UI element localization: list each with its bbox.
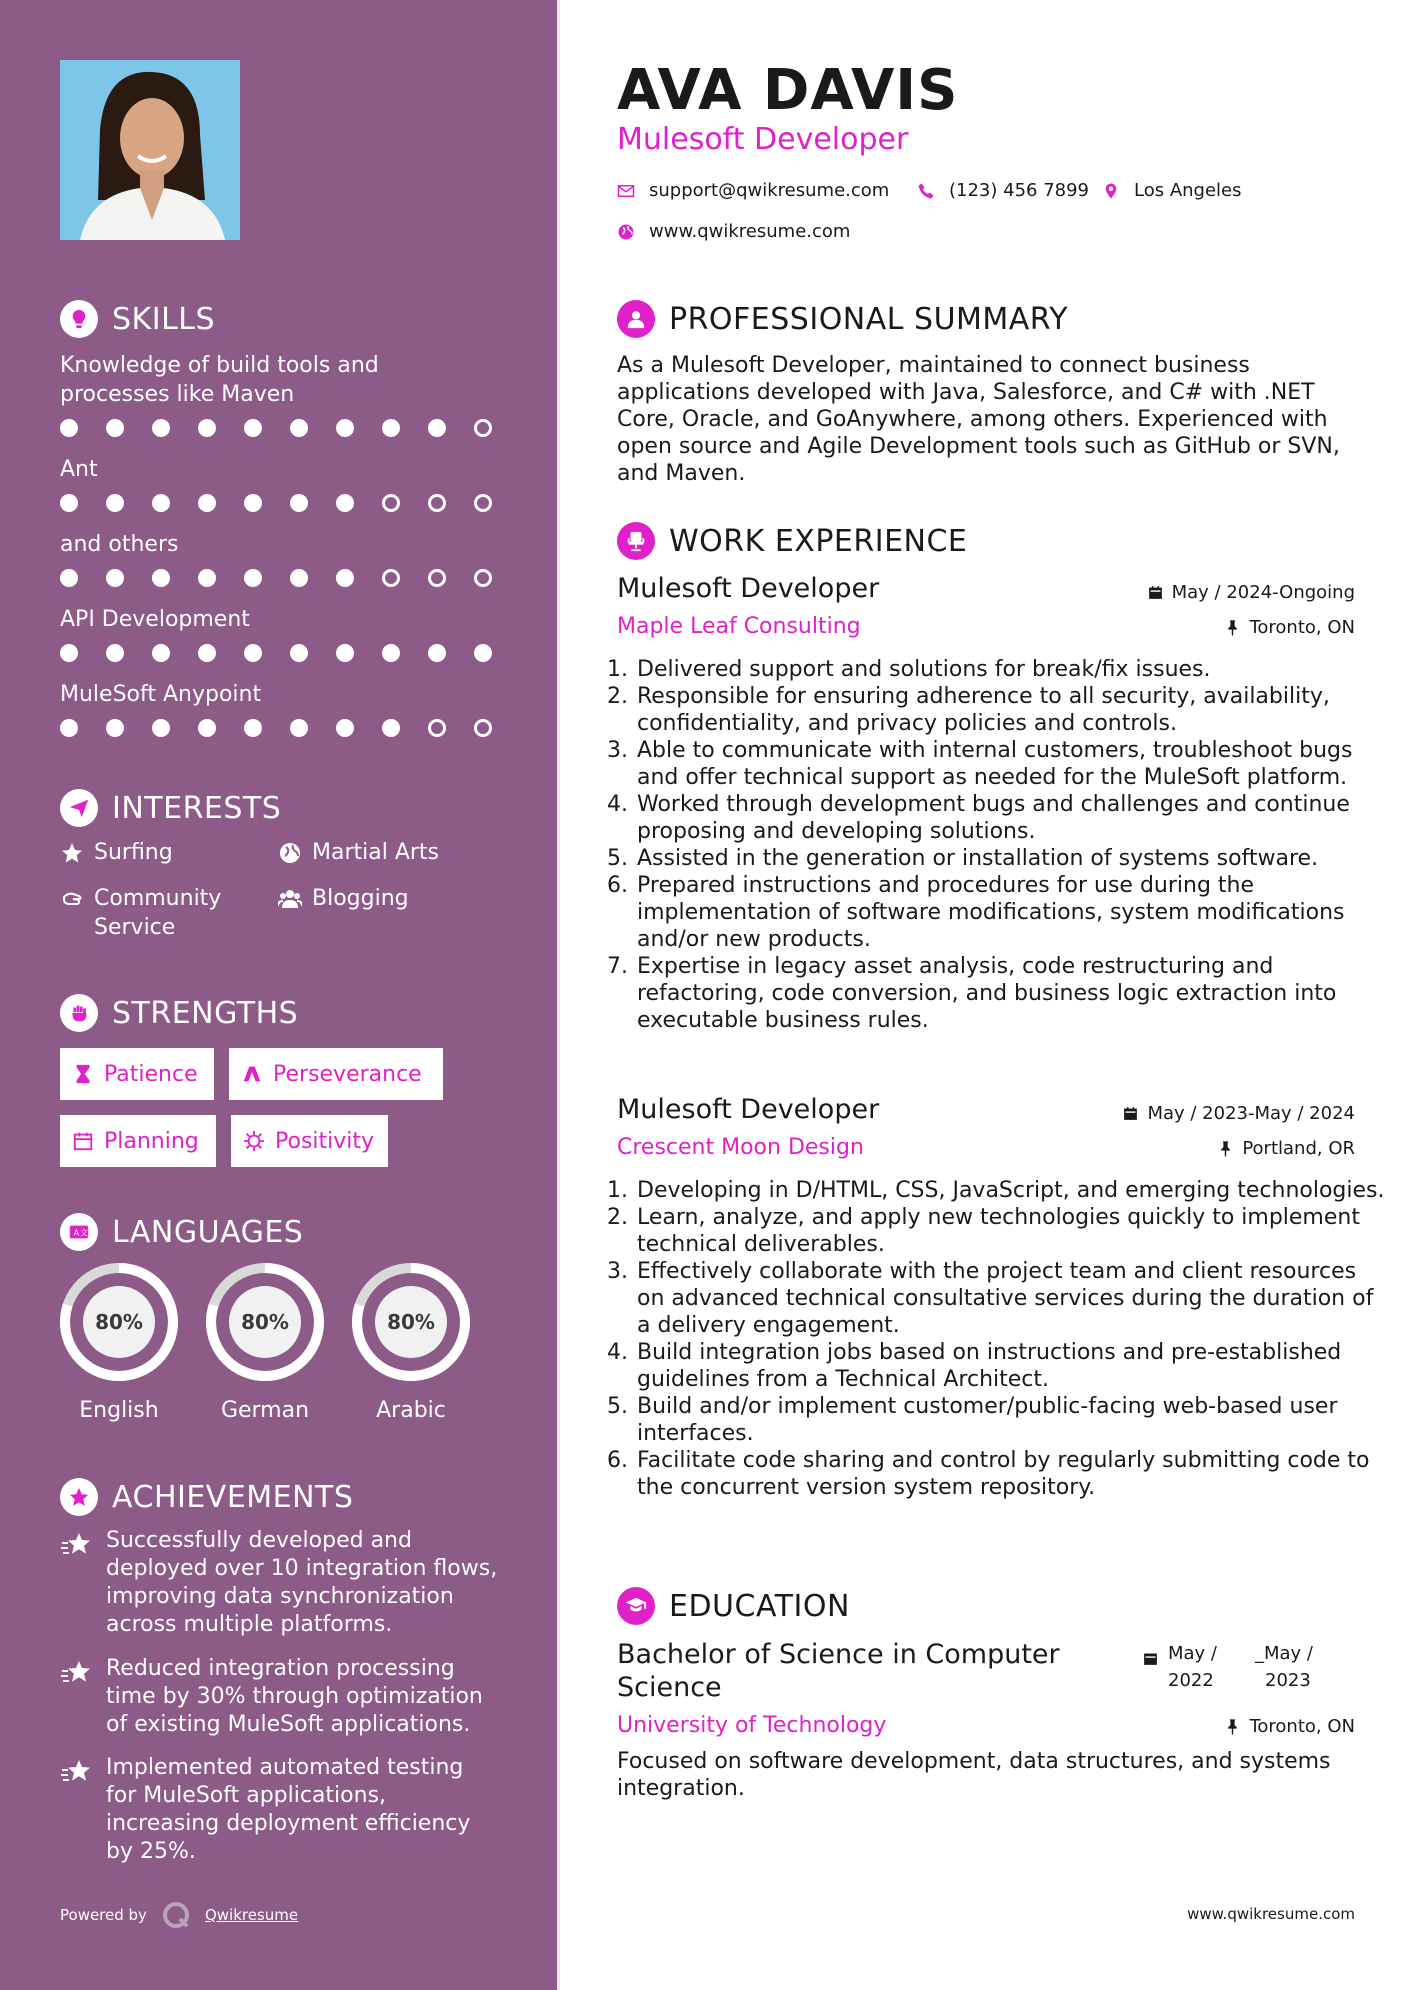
map-pin-icon [1102, 182, 1120, 200]
phone-icon [917, 182, 935, 200]
summary-heading [617, 300, 1068, 338]
job-location [1224, 617, 1355, 638]
job-dates [1147, 582, 1355, 603]
powered-by [60, 1900, 298, 1930]
calendar-icon [1142, 1650, 1159, 1671]
interest-label: Surfing [94, 840, 173, 865]
skills-heading [60, 300, 215, 338]
paper-plane-icon [60, 789, 98, 827]
strength-tag [60, 1048, 214, 1100]
shooting-star-icon [60, 1756, 92, 1788]
education-end-date [1255, 1640, 1313, 1694]
achievement-text: Implemented automated testing for MuleSoft applications, increasing deployment efficiency by 25%. [106, 1755, 471, 1864]
rating-dot-filled [290, 419, 308, 437]
interest-label: Community Service [94, 886, 222, 940]
graduate-icon [617, 1587, 655, 1625]
achievement-item [60, 1527, 500, 1639]
interest-item [60, 884, 250, 942]
achievement-text: Reduced integration processing time by 30% through optimization of existing MuleSoft applications. [106, 1656, 483, 1737]
strength-label: Perseverance [273, 1061, 422, 1087]
language-ring [203, 1260, 327, 1384]
rating-dot-filled [60, 494, 78, 512]
qwikresume-logo-icon [161, 1900, 191, 1930]
chair-icon [617, 522, 655, 560]
rating-dot-filled [198, 719, 216, 737]
skill-rating [60, 719, 492, 737]
interest-item [278, 884, 409, 913]
strength-tag [231, 1115, 388, 1167]
job-title: Mulesoft Developer [617, 573, 880, 604]
skill-label: and others [60, 532, 179, 557]
envelope-icon [617, 182, 635, 200]
rating-dot-filled [106, 494, 124, 512]
calendar-icon [72, 1130, 94, 1152]
star-icon [60, 841, 84, 865]
contact-location [1102, 180, 1242, 201]
strength-label: Positivity [275, 1128, 375, 1154]
calendar-icon [1147, 584, 1164, 601]
rating-dot-filled [244, 719, 262, 737]
education-heading [617, 1587, 850, 1625]
candidate-name: AVA DAVIS [617, 58, 959, 123]
strengths-heading [60, 994, 298, 1032]
rating-dot-filled [152, 719, 170, 737]
interest-item [278, 838, 439, 867]
company-name: Crescent Moon Design [617, 1135, 864, 1160]
contact-email [617, 180, 889, 201]
job-dates-text: May / 2024-Ongoing [1171, 582, 1355, 603]
rating-dot-filled [152, 494, 170, 512]
job-title: Mulesoft Developer [617, 1094, 880, 1125]
language-gauge [57, 1260, 181, 1388]
responsibility-item: 5. Assisted in the generation or installation of systems software. [635, 845, 1385, 872]
rating-dot-filled [152, 644, 170, 662]
rating-dot-filled [60, 419, 78, 437]
strength-label: Patience [104, 1061, 198, 1087]
rating-dot-filled [60, 569, 78, 587]
languages-heading [60, 1213, 303, 1251]
skill-rating [60, 569, 492, 587]
degree-title: Bachelor of Science in Computer Science [617, 1639, 1060, 1703]
skill-rating [60, 494, 492, 512]
job-location-text: Toronto, ON [1249, 617, 1355, 638]
skill-rating [60, 419, 492, 437]
rating-dot-filled [198, 494, 216, 512]
footer-url[interactable]: www.qwikresume.com [1187, 1905, 1355, 1923]
email-text[interactable]: support@qwikresume.com [649, 180, 890, 201]
education-end-month: _May / [1255, 1643, 1313, 1664]
translate-icon [60, 1213, 98, 1251]
rating-dot-empty [382, 569, 400, 587]
strength-tag [229, 1048, 443, 1100]
rating-dot-filled [382, 719, 400, 737]
rating-dot-filled [60, 644, 78, 662]
rating-dot-filled [290, 644, 308, 662]
hourglass-icon [72, 1063, 94, 1085]
sun-icon [243, 1130, 265, 1152]
svg-text:A: A [73, 1227, 80, 1238]
rating-dot-filled [428, 644, 446, 662]
responsibility-item: 1. Delivered support and solutions for break/fix issues. [635, 656, 1385, 683]
responsibility-item: 6. Facilitate code sharing and control by regularly submitting code to the concurrent version system repository. [635, 1447, 1385, 1501]
rating-dot-filled [244, 569, 262, 587]
language-percent: 80% [387, 1310, 435, 1334]
rating-dot-empty [474, 719, 492, 737]
rating-dot-filled [382, 644, 400, 662]
education-start-month: May / [1168, 1643, 1217, 1664]
rating-dot-filled [198, 419, 216, 437]
job-dates [1122, 1103, 1355, 1124]
rating-dot-filled [336, 569, 354, 587]
lightbulb-icon [60, 300, 98, 338]
rating-dot-filled [198, 569, 216, 587]
phone-text[interactable]: (123) 456 7899 [949, 180, 1090, 201]
rating-dot-filled [336, 719, 354, 737]
language-label: Arabic [376, 1398, 446, 1423]
education-end-year: 2023 [1265, 1670, 1311, 1691]
calendar-icon [1122, 1105, 1139, 1122]
achievement-item [60, 1754, 500, 1866]
candidate-role: Mulesoft Developer [617, 122, 909, 157]
team-icon [241, 1063, 263, 1085]
education-location [1224, 1716, 1355, 1737]
achievement-item [60, 1655, 500, 1739]
interest-item [60, 838, 173, 867]
contact-website [617, 221, 850, 242]
language-gauge [203, 1260, 327, 1388]
responsibility-item: 7. Expertise in legacy asset analysis, code restructuring and refactoring, code conversion, and business logic extraction into executable business rules. [635, 953, 1385, 1034]
rating-dot-filled [244, 494, 262, 512]
achievements-title: ACHIEVEMENTS [112, 1479, 354, 1515]
pushpin-icon [1224, 619, 1241, 636]
rating-dot-filled [336, 419, 354, 437]
responsibility-item: 5. Build and/or implement customer/public-facing web-based user interfaces. [635, 1393, 1385, 1447]
hand-icon [60, 887, 84, 911]
rating-dot-filled [152, 419, 170, 437]
rating-dot-filled [290, 569, 308, 587]
language-ring [349, 1260, 473, 1384]
svg-text:文: 文 [79, 1227, 89, 1238]
powered-label: Powered by [60, 1906, 147, 1924]
users-icon [278, 887, 302, 911]
powered-brand-link[interactable]: Qwikresume [204, 1906, 299, 1924]
responsibility-item: 3. Able to communicate with internal customers, troubleshoot bugs and offer technical support as needed for the MuleSoft platform. [635, 737, 1385, 791]
shooting-star-icon [60, 1657, 92, 1689]
summary-text: As a Mulesoft Developer, maintained to connect business applications developed with Java, Salesforce, and C# with .NET Core, Oracle, and GoAnywhere, among others. Experienced with open source and Agile Development tools such as GitHub or SVN, and Maven. [617, 353, 1340, 486]
education-start-year: 2022 [1168, 1670, 1214, 1691]
profile-photo [60, 60, 240, 240]
experience-heading [617, 522, 967, 560]
responsibility-item: 6. Prepared instructions and procedures for use during the implementation of software modifications, system modifications and/or new products. [635, 872, 1385, 953]
skill-label: Knowledge of build tools and processes like Maven [60, 353, 379, 407]
rating-dot-empty [474, 419, 492, 437]
language-percent: 80% [241, 1310, 289, 1334]
rating-dot-filled [290, 494, 308, 512]
strengths-title: STRENGTHS [112, 995, 299, 1031]
pushpin-icon [1217, 1140, 1234, 1157]
rating-dot-filled [244, 419, 262, 437]
sidebar [0, 0, 557, 1990]
rating-dot-filled [290, 719, 308, 737]
interest-label: Martial Arts [312, 840, 440, 865]
skill-label: API Development [60, 607, 250, 632]
education-title: EDUCATION [669, 1588, 850, 1624]
rating-dot-filled [244, 644, 262, 662]
skills-title: SKILLS [112, 301, 216, 337]
user-icon [617, 300, 655, 338]
rating-dot-filled [198, 644, 216, 662]
experience-title: WORK EXPERIENCE [669, 523, 968, 559]
rating-dot-empty [428, 569, 446, 587]
rating-dot-filled [152, 569, 170, 587]
achievements-heading [60, 1478, 353, 1516]
rating-dot-filled [428, 419, 446, 437]
skill-label: MuleSoft Anypoint [60, 682, 262, 707]
job-location-text: Portland, OR [1242, 1138, 1355, 1159]
rating-dot-filled [106, 644, 124, 662]
shooting-star-icon [60, 1529, 92, 1561]
education-start-date [1168, 1640, 1217, 1694]
job-dates-text: May / 2023-May / 2024 [1147, 1103, 1355, 1124]
summary-title: PROFESSIONAL SUMMARY [669, 301, 1069, 337]
strength-label: Planning [104, 1128, 199, 1154]
pushpin-icon [1224, 1718, 1241, 1735]
rating-dot-filled [106, 419, 124, 437]
rating-dot-empty [428, 719, 446, 737]
strength-tag [60, 1115, 216, 1167]
award-star-icon [60, 1478, 98, 1516]
interests-heading [60, 789, 281, 827]
school-name: University of Technology [617, 1713, 887, 1738]
skill-rating [60, 644, 492, 662]
skill-label: Ant [60, 457, 98, 482]
rating-dot-filled [474, 644, 492, 662]
language-ring [57, 1260, 181, 1384]
education-location-text: Toronto, ON [1249, 1716, 1355, 1737]
location-text: Los Angeles [1134, 180, 1242, 201]
job-responsibilities [617, 656, 1385, 1034]
company-name: Maple Leaf Consulting [617, 614, 861, 639]
main-column [560, 0, 1407, 1990]
globe-icon [278, 841, 302, 865]
rating-dot-filled [382, 419, 400, 437]
responsibility-item: 4. Build integration jobs based on instructions and pre-established guidelines from a Technical Architect. [635, 1339, 1385, 1393]
job-responsibilities [617, 1177, 1385, 1501]
language-gauge [349, 1260, 473, 1388]
language-percent: 80% [95, 1310, 143, 1334]
rating-dot-empty [474, 494, 492, 512]
interest-label: Blogging [312, 886, 409, 911]
language-label: English [79, 1398, 159, 1423]
globe-icon [617, 223, 635, 241]
rating-dot-empty [382, 494, 400, 512]
education-description: Focused on software development, data structures, and systems integration. [617, 1749, 1331, 1801]
responsibility-item: 2. Responsible for ensuring adherence to all security, availability, confidentiality, and privacy policies and controls. [635, 683, 1385, 737]
responsibility-item: 2. Learn, analyze, and apply new technologies quickly to implement technical deliverables. [635, 1204, 1385, 1258]
job-location [1217, 1138, 1355, 1159]
rating-dot-empty [474, 569, 492, 587]
website-text[interactable]: www.qwikresume.com [649, 221, 851, 242]
rating-dot-filled [106, 569, 124, 587]
responsibility-item: 1. Developing in D/HTML, CSS, JavaScript, and emerging technologies. [635, 1177, 1385, 1204]
rating-dot-filled [336, 644, 354, 662]
language-label: German [220, 1398, 310, 1423]
responsibility-item: 3. Effectively collaborate with the project team and client resources on advanced technical consultative services during the duration of a delivery engagement. [635, 1258, 1385, 1339]
rating-dot-filled [106, 719, 124, 737]
achievement-text: Successfully developed and deployed over 10 integration flows, improving data synchronization across multiple platforms. [106, 1528, 498, 1637]
languages-title: LANGUAGES [112, 1214, 304, 1250]
rating-dot-filled [60, 719, 78, 737]
interests-title: INTERESTS [112, 790, 282, 826]
rating-dot-empty [428, 494, 446, 512]
rating-dot-filled [336, 494, 354, 512]
fist-icon [60, 994, 98, 1032]
responsibility-item: 4. Worked through development bugs and challenges and continue proposing and developing solutions. [635, 791, 1385, 845]
contact-phone [917, 180, 1089, 201]
